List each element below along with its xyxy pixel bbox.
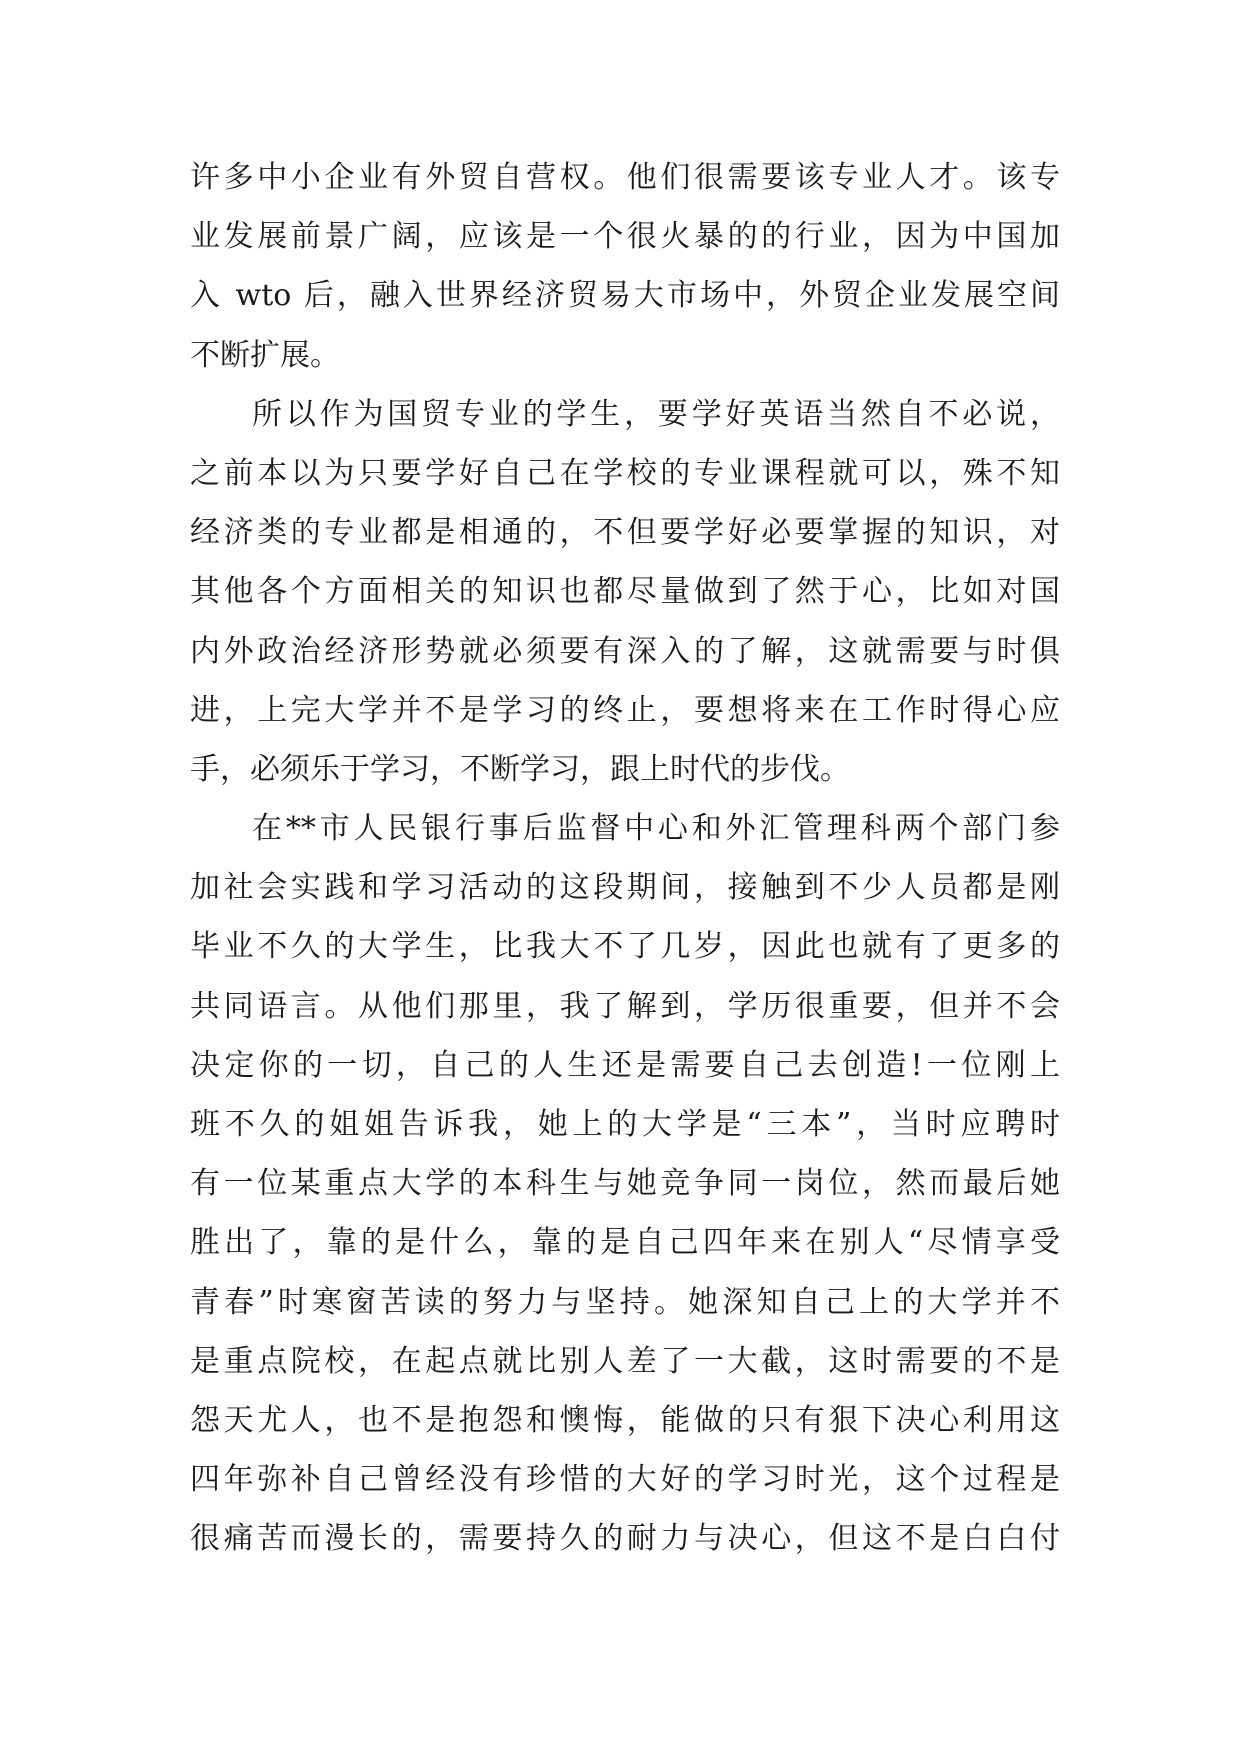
text-line: 许多中小企业有外贸自营权。他们很需要该专业人才。该专 <box>190 160 1060 195</box>
text-line: 业发展前景广阔，应该是一个很火暴的的行业，因为中国加 <box>190 219 1060 255</box>
text-line: 有一位某重点大学的本科生与她竞争同一岗位，然而最后她 <box>190 1166 1060 1202</box>
text-line: 四年弥补自己曾经没有珍惜的大好的学习时光，这个过程是 <box>190 1462 1060 1498</box>
body-text <box>190 148 1060 1569</box>
paragraph-2 <box>190 385 1060 799</box>
text-line: 共同语言。从他们那里，我了解到，学历很重要，但并不会 <box>190 988 1060 1024</box>
text-line: 之前本以为只要学好自己在学校的专业课程就可以，殊不知 <box>190 455 1060 491</box>
text-line: 手，必须乐于学习，不断学习，跟上时代的步伐。 <box>190 751 850 787</box>
text-line: 胜出了，靠的是什么，靠的是自己四年来在别人“尽情享受 <box>190 1225 1060 1261</box>
text-line: 加社会实践和学习活动的这段期间，接触到不少人员都是刚 <box>190 870 1060 906</box>
text-line: 入 wto 后，融入世界经济贸易大市场中，外贸企业发展空间 <box>190 278 1060 314</box>
text-line: 进，上完大学并不是学习的终止，要想将来在工作时得心应 <box>190 692 1060 728</box>
text-line: 毕业不久的大学生，比我大不了几岁，因此也就有了更多的 <box>190 929 1060 965</box>
text-line: 怨天尤人，也不是抱怨和懊悔，能做的只有狠下决心利用这 <box>190 1402 1060 1438</box>
text-line: 青春”时寒窗苦读的努力与坚持。她深知自己上的大学并不 <box>190 1284 1060 1320</box>
text-line: 在**市人民银行事后监督中心和外汇管理科两个部门参 <box>252 811 1060 847</box>
paragraph-3 <box>190 799 1060 1568</box>
text-line: 决定你的一切，自己的人生还是需要自己去创造!一位刚上 <box>190 1047 1060 1083</box>
text-line: 是重点院校，在起点就比别人差了一大截，这时需要的不是 <box>190 1343 1060 1379</box>
paragraph-1 <box>190 148 1060 385</box>
text-line: 很痛苦而漫长的，需要持久的耐力与决心，但这不是白白付 <box>190 1521 1060 1557</box>
text-line: 所以作为国贸专业的学生，要学好英语当然自不必说， <box>252 396 1060 432</box>
text-line: 经济类的专业都是相通的，不但要学好必要掌握的知识，对 <box>190 515 1060 551</box>
text-line: 其他各个方面相关的知识也都尽量做到了然于心，比如对国 <box>190 574 1060 610</box>
text-line: 内外政治经济形势就必须要有深入的了解，这就需要与时俱 <box>190 633 1060 669</box>
text-line: 不断扩展。 <box>190 337 340 373</box>
text-line: 班不久的姐姐告诉我，她上的大学是“三本”，当时应聘时 <box>190 1107 1060 1142</box>
